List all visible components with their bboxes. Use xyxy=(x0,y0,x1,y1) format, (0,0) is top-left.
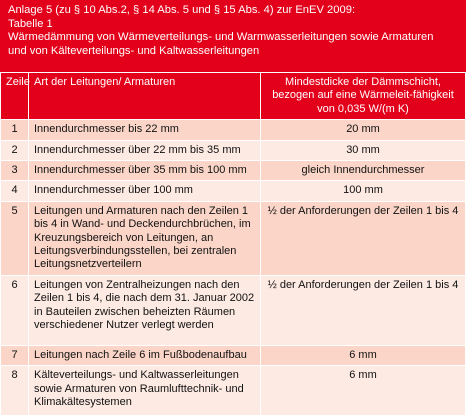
header-zeile: Zeile xyxy=(1,73,29,120)
header-art: Art der Leitungen/ Armaturen xyxy=(29,73,261,120)
table-row xyxy=(1,161,466,181)
table-row xyxy=(1,366,466,416)
row-number: 3 xyxy=(1,161,29,181)
row-number: 1 xyxy=(1,120,29,140)
row-art: Leitungen von Zentralheizungen nach den Zeilen 1 bis 4, die nach dem 31. Januar 2002 in Bauteilen zwischen beheizten Räumen verschiedener Nutzer verlegt werden xyxy=(29,275,261,345)
row-art: Kälteverteilungs- und Kaltwasserleitungen sowie Armaturen von Raumlufttechnik- und Klimakältesystemen xyxy=(29,366,261,416)
caption-line-4: und von Kälteverteilungs- und Kaltwasserleitungen xyxy=(8,44,260,57)
row-number: 7 xyxy=(1,345,29,365)
row-dicke: gleich Innendurchmesser xyxy=(261,161,466,181)
row-number: 2 xyxy=(1,140,29,160)
row-dicke: 20 mm xyxy=(261,120,466,140)
table-row xyxy=(1,201,466,275)
row-art: Innendurchmesser über 100 mm xyxy=(29,181,261,201)
row-art: Innendurchmesser über 22 mm bis 35 mm xyxy=(29,140,261,160)
row-number: 8 xyxy=(1,366,29,416)
row-dicke: 6 mm xyxy=(261,345,466,365)
row-number: 4 xyxy=(1,181,29,201)
table-row xyxy=(1,140,466,160)
table-row xyxy=(1,345,466,365)
caption-line-2: Tabelle 1 xyxy=(8,17,53,30)
row-dicke: 100 mm xyxy=(261,181,466,201)
table-row xyxy=(1,181,466,201)
row-number: 5 xyxy=(1,201,29,275)
row-art: Innendurchmesser bis 22 mm xyxy=(29,120,261,140)
row-dicke: 6 mm xyxy=(261,366,466,416)
row-dicke: 30 mm xyxy=(261,140,466,160)
table-row xyxy=(1,275,466,345)
header-dicke: Mindestdicke der Dämmschicht, bezogen auf eine Wärmeleit-fähigkeit von 0,035 W/(m K) xyxy=(261,73,466,120)
row-dicke: ½ der Anforderungen der Zeilen 1 bis 4 xyxy=(261,275,466,345)
row-art: Innendurchmesser über 35 mm bis 100 mm xyxy=(29,161,261,181)
table-header-row xyxy=(1,73,466,120)
row-art: Leitungen nach Zeile 6 im Fußbodenaufbau xyxy=(29,345,261,365)
table-caption xyxy=(0,0,466,72)
table-row xyxy=(1,120,466,140)
caption-line-1: Anlage 5 (zu § 10 Abs.2, § 14 Abs. 5 und § 15 Abs. 4) zur EnEV 2009: xyxy=(8,4,356,16)
row-dicke: ½ der Anforderungen der Zeilen 1 bis 4 xyxy=(261,201,466,275)
insulation-table xyxy=(0,72,466,416)
row-art: Leitungen und Armaturen nach den Zeilen 1 bis 4 in Wand- und Deckendurchbrüchen, im Kreuzungsbereich von Leitungen, an Leitungsverbindungsstellen, bei zentralen Leitungsnetzverteilern xyxy=(29,201,261,275)
caption-line-3: Wärmedämmung von Wärmeverteilungs- und Warmwasserleitungen sowie Armaturen xyxy=(8,31,434,44)
row-number: 6 xyxy=(1,275,29,345)
